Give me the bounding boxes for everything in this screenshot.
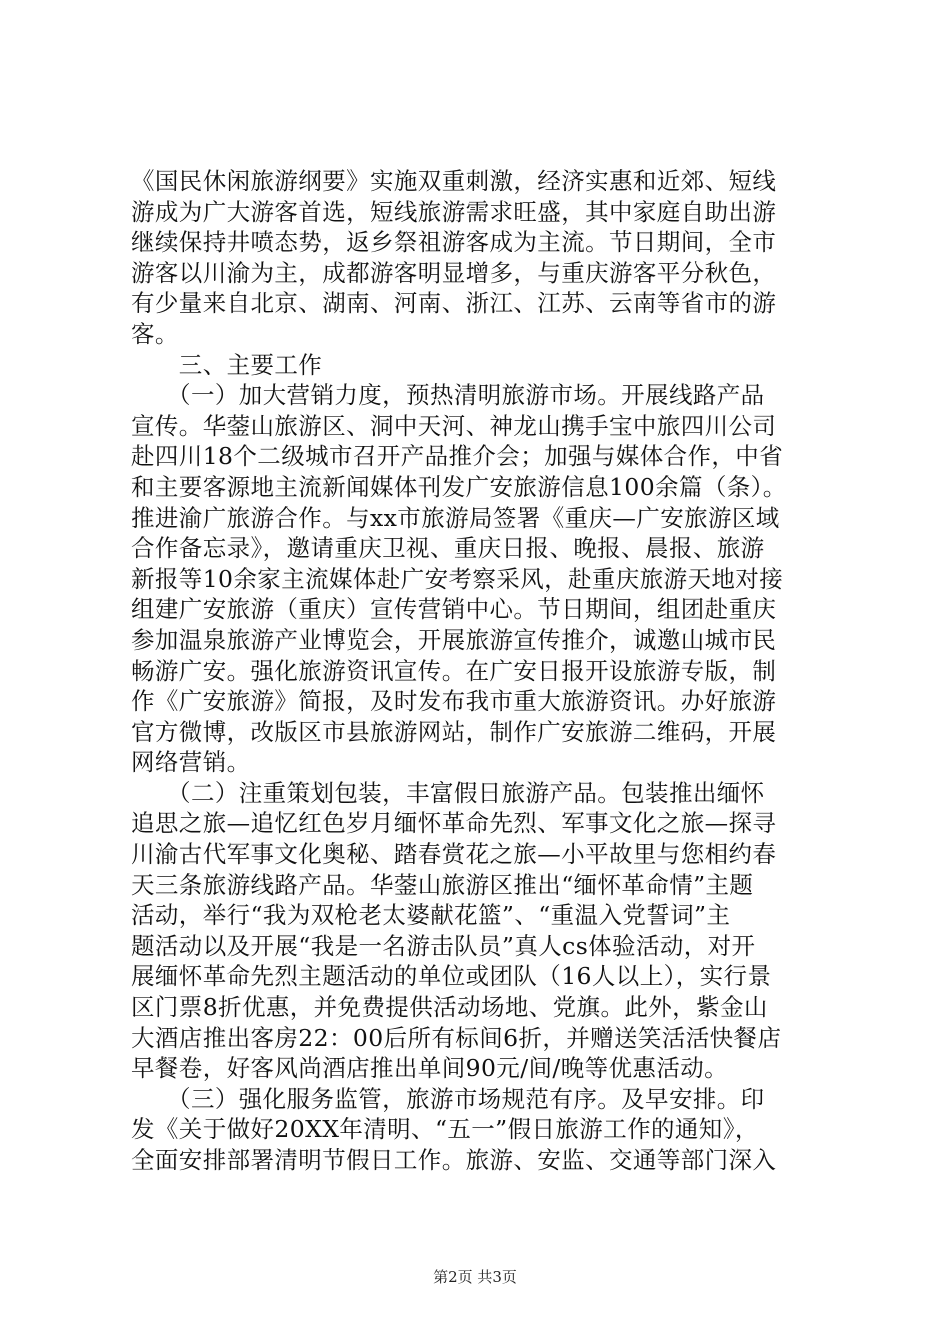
text-line: 活动，举行“我为双枪老太婆献花篮”、“重温入党誓词”主 xyxy=(131,901,731,930)
text-line: 早餐卷，好客风尚酒店推出单间90元/间/晚等优惠活动。 xyxy=(131,1054,729,1083)
text-line: 游成为广大游客首选，短线旅游需求旺盛，其中家庭自助出游 xyxy=(131,197,777,226)
text-line: （三）强化服务监管，旅游市场规范有序。及早安排。印 xyxy=(131,1084,765,1113)
text-line: 题活动以及开展“我是一名游击队员”真人cs体验活动，对开 xyxy=(131,931,756,960)
text-line: 和主要客源地主流新闻媒体刊发广安旅游信息100余篇（条）。 xyxy=(131,472,787,501)
text-line: 官方微博，改版区市县旅游网站，制作广安旅游二维码，开展 xyxy=(131,717,777,746)
text-line: 推进渝广旅游合作。与xx市旅游局签署《重庆—广安旅游区域 xyxy=(131,503,780,532)
text-line: 作《广安旅游》简报，及时发布我市重大旅游资讯。办好旅游 xyxy=(131,687,777,716)
text-line: 追思之旅—追忆红色岁月缅怀革命先烈、军事文化之旅—探寻 xyxy=(131,809,777,838)
text-line: 川渝古代军事文化奥秘、踏春赏花之旅—小平故里与您相约春 xyxy=(131,840,777,869)
text-line: 游客以川渝为主，成都游客明显增多，与重庆游客平分秋色， xyxy=(131,258,777,287)
text-line: 合作备忘录》，邀请重庆卫视、重庆日报、晚报、晨报、旅游 xyxy=(131,534,765,563)
text-line: 客。 xyxy=(131,319,179,348)
text-line: 发《关于做好20XX年清明、“五一”假日旅游工作的通知》， xyxy=(131,1115,759,1144)
text-line: 参加温泉旅游产业博览会，开展旅游宣传推介，诚邀山城市民 xyxy=(131,625,777,654)
text-line: 继续保持井喷态势，返乡祭祖游客成为主流。节日期间，全市 xyxy=(131,228,777,257)
text-line: 大酒店推出客房22：00后所有标间6折，并赠送笑活活快餐店 xyxy=(131,1023,782,1052)
text-line: 宣传。华蓥山旅游区、洞中天河、神龙山携手宝中旅四川公司 xyxy=(131,411,777,440)
text-line: 《国民休闲旅游纲要》实施双重刺激，经济实惠和近郊、短线 xyxy=(131,167,777,195)
text-line: 组建广安旅游（重庆）宣传营销中心。节日期间，组团赴重庆 xyxy=(131,595,777,624)
document-body xyxy=(131,166,831,1176)
text-line: 天三条旅游线路产品。华蓥山旅游区推出“缅怀革命情”主题 xyxy=(131,870,754,899)
text-line: 畅游广安。强化旅游资讯宣传。在广安日报开设旅游专版，制 xyxy=(131,656,777,685)
text-line: 展缅怀革命先烈主题活动的单位或团队（16人以上），实行景 xyxy=(131,962,772,991)
text-line: 赴四川18个二级城市召开产品推介会；加强与媒体合作，中省 xyxy=(131,442,784,471)
text-line: 区门票8折优惠，并免费提供活动场地、党旗。此外，紫金山 xyxy=(131,993,768,1022)
page-number-footer: 第2页 共3页 xyxy=(433,1268,517,1286)
text-line: 全面安排部署清明节假日工作。旅游、安监、交通等部门深入 xyxy=(131,1146,777,1174)
section-heading: 三、主要工作 xyxy=(131,350,323,379)
text-line: （一）加大营销力度，预热清明旅游市场。开展线路产品 xyxy=(131,381,765,410)
text-line: 网络营销。 xyxy=(131,748,251,777)
text-line: 有少量来自北京、湖南、河南、浙江、江苏、云南等省市的游 xyxy=(131,289,777,318)
text-line: 新报等10余家主流媒体赴广安考察采风，赴重庆旅游天地对接 xyxy=(131,564,784,593)
text-line: （二）注重策划包装，丰富假日旅游产品。包装推出缅怀 xyxy=(131,778,765,807)
